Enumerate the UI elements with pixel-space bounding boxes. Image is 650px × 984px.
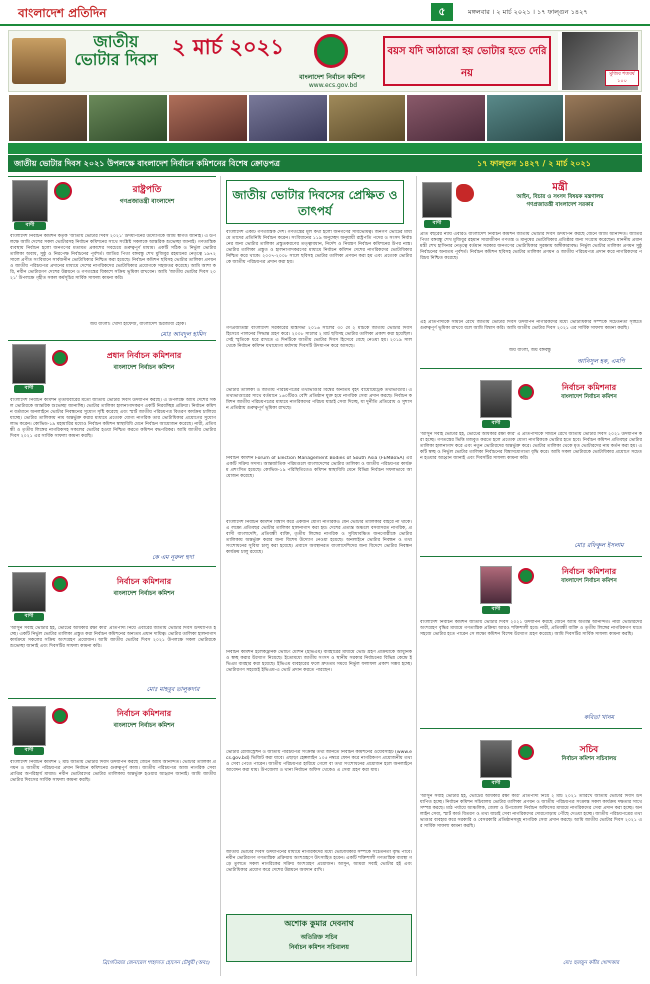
photo-7: [486, 94, 564, 142]
divider: [8, 698, 216, 699]
photo-caption-bar: [8, 143, 642, 154]
photo-3: [168, 94, 248, 142]
page-number: ৫: [431, 3, 453, 21]
photo-8: [564, 94, 642, 142]
president-label: বাণী: [14, 222, 46, 230]
president-name: মোঃ আবদুল হামিদ: [160, 331, 206, 338]
election-commission-emblem-icon: [52, 576, 68, 592]
article-author-title: অতিরিক্ত সচিব: [300, 934, 338, 941]
cec-subtitle: বাংলাদেশ নির্বাচন কমিশন: [113, 364, 175, 371]
ec2-message: বাংলাদেশ নির্বাচন কমিশন ২ মার্চ জাতীয় ভোটার দিবস উদযাপন করছে জেনে আমি আনন্দিত। ভোটার তালিকা প্রণয়ন ও জাতীয় পরিচয়পত্র প্রদান নির্বাচন কমিশনের গুরুত্বপূর্ণ কাজ। জাতীয় পরিচয়পত্র আজ নাগরিক সেবা প্রাপ্তির অপরিহার্য মাধ্যম। নবীন ভোটারদের ভোটার তালিকায় অন্তর্ভুক্ত হওয়ার আহ্বান জানাই। আমি জাতীয় ভোটার দিবসের সার্বিক সাফল্য কামনা করছি।: [10, 760, 216, 783]
article-paragraph-7: ভোটার রেজিস্ট্রেশন ও জাতীয় পরিচয়পত্র সংক্রান্ত তথ্য জানতে নির্বাচন কমিশনের ওয়েবসাইট (www.ecs.gov.bd) ভিজিট করা যাবে। এছাড়া হেল্পলাইন ১০৫ নম্বরে ফোন করে নাগরিকগণ প্রয়োজনীয় তথ্য ও সেবা পেতে পারেন। জাতীয় পরিচয়পত্র হারিয়ে গেলে বা তথ্য সংশোধনের প্রয়োজন হলে অনলাইনে আবেদন করা যায়। উপজেলা ও থানা নির্বাচন অফিস থেকেও এ সেবা গ্রহণ করা যায়।: [226, 750, 412, 773]
ec3-photo: [480, 380, 512, 418]
president-message: বাংলাদেশ নির্বাচন কমিশন কর্তৃক 'জাতীয় ভোটার দিবস ২০২১' উদযাপনের উদ্যোগকে আমি স্বাগত জানাই। এ উপলক্ষে আমি দেশের সকল ভোটারসহ নির্বাচন কমিশনের সাথে সংশ্লিষ্ট সকলকে আন্তরিক শুভেচ্ছা জানাই। গণতান্ত্রিক ব্যবস্থায় নির্বাচন হলো জনগণের মতামত প্রকাশের সবচেয়ে গুরুত্বপূর্ণ মাধ্যম। একটি সঠিক ও নির্ভুল ভোটার তালিকা অবাধ, সুষ্ঠু ও নিরপেক্ষ নির্বাচনের পূর্বশর্ত। জাতির পিতা বঙ্গবন্ধু শেখ মুজিবুর রহমানের নেতৃত্বে ১৯৭২ সালে প্রণীত সংবিধানে সার্বজনীন ভোটাধিকার নিশ্চিত করা হয়েছে। নির্বাচন কমিশন ছবিসহ ভোটার তালিকা প্রণয়ন ও জাতীয় পরিচয়পত্র প্রদানের মাধ্যমে দেশের নাগরিকদের ভোটাধিকার প্রয়োগকে সহজতর করেছে। আমি আশা করি, নবীন ভোটারগণ দেশের উন্নয়নে ও গণতন্ত্রের বিকাশে সক্রিয় ভূমিকা রাখবেন। আমি 'জাতীয় ভোটার দিবস ২০২১' উপলক্ষে গৃহীত সকল কর্মসূচির সার্বিক সাফল্য কামনা করি।: [10, 234, 216, 281]
secretary-photo: [480, 740, 512, 778]
cec-photo: [12, 344, 46, 384]
ec2-photo: [12, 706, 46, 746]
president-subtitle: গণপ্রজাতন্ত্রী বাংলাদেশ: [119, 198, 175, 205]
ballot-box-image: [12, 38, 66, 84]
minister-subtitle: আইন, বিচার ও সংসদ বিষয়ক মন্ত্রণালয়: [516, 194, 604, 200]
ec3-title: নির্বাচন কমিশনার: [561, 383, 617, 392]
article-author-org: নির্বাচন কমিশন সচিবালয়: [289, 944, 349, 951]
article-paragraph-4: নির্বাচন কমিশন Forum of Election Management Bodies of South Asia (FEMBoSA) এর একটি সক্রিয় সদস্য। আন্তর্জাতিক পরিমণ্ডলে বাংলাদেশের ভোটার তালিকা ও জাতীয় পরিচয়পত্র কার্যক্রম প্রশংসিত হয়েছে। কোভিড-১৯ পরিস্থিতিতেও কমিশন স্বাস্থ্যবিধি মেনে বিভিন্ন নির্বাচন সফলভাবে আয়োজন করেছে।: [226, 456, 412, 479]
cec-title: প্রধান নির্বাচন কমিশনার: [106, 351, 182, 360]
secretary-message: 'আসুন সবাই ভোটার হই, ভোটের অধিকার রক্ষা করি' প্রতিপাদ্য নিয়ে ২ মার্চ ২০২১ তারিখে জাতীয় ভোটার দিবস উদযাপিত হচ্ছে। নির্বাচন কমিশন সচিবালয় ভোটার তালিকা প্রণয়ন ও জাতীয় পরিচয়পত্র সংক্রান্ত সকল কার্যক্রম দক্ষতার সাথে সম্পন্ন করছে। মাঠ পর্যায়ে আঞ্চলিক, জেলা ও উপজেলা নির্বাচন অফিসের মাধ্যমে নাগরিকদের সেবা প্রদান করা হচ্ছে। অনলাইন সেবা, স্মার্ট কার্ড বিতরণ ও তথ্য যাচাই সেবা নাগরিকদের দোরগোড়ায় পৌঁছে দেওয়া হচ্ছে। জাতীয় পরিচয়পত্রের তথ্যভাণ্ডার ব্যবহার করে সরকারি ও বেসরকারি প্রতিষ্ঠানসমূহ নাগরিক সেবা প্রদান করছে। আমি জাতীয় ভোটার দিবস ২০২১ এর সার্বিক সাফল্য কামনা করছি।: [420, 794, 642, 829]
election-commission-emblem-icon: [518, 568, 534, 584]
feature-title: জাতীয় ভোটার দিবস ২০২১ উপলক্ষে বাংলাদেশ নির্বাচন কমিশনের বিশেষ ক্রোড়পত্র: [14, 159, 280, 168]
minister-message-2: এই প্রতিপাদ্যকে সামনে রেখে জাতীয় ভোটার দিবস উদযাপন নাগরিকদের মধ্যে ভোটাধিকার সম্পর্কে সচেতনতা সৃষ্টিতে গুরুত্বপূর্ণ ভূমিকা রাখবে বলে আমি বিশ্বাস করি। আমি জাতীয় ভোটার দিবস ২০২১ এর সার্বিক সাফল্য কামনা করছি।: [420, 320, 642, 331]
minister-closing: জয় বাংলা, জয় বঙ্গবন্ধু: [509, 348, 551, 353]
secretary-label: বাণী: [482, 780, 510, 788]
minister-subtitle2: গণপ্রজাতন্ত্রী বাংলাদেশ সরকার: [526, 202, 594, 208]
election-commission-emblem-icon: [518, 384, 534, 400]
column-rule: [220, 176, 221, 976]
election-commission-emblem-icon: [52, 350, 68, 366]
newspaper-logo[interactable]: বাংলাদেশ প্রতিদিন: [18, 6, 107, 20]
ec4-photo: [480, 566, 512, 604]
minister-title: মন্ত্রী: [552, 182, 568, 193]
article-paragraph-2: গণপ্রজাতন্ত্রী বাংলাদেশ সরকারের মন্ত্রিসভা ২০১৬ সালের ৩০ মে ২ মার্চকে জাতীয় ভোটার দিবস হিসেবে পালনের সিদ্ধান্ত গ্রহণ করে। ২০০৮ সালের ২ মার্চ ছবিসহ ভোটার তালিকা প্রকাশ করা হয়েছিল। সেই স্মৃতিকে ধরে রাখতে এ দিনটিকে জাতীয় ভোটার দিবস হিসেবে বেছে নেওয়া হয়। ২০১৯ সাল থেকে নির্বাচন কমিশন যথাযোগ্য মর্যাদায় দিবসটি উদযাপন করে আসছে।: [226, 326, 412, 349]
ec1-title: নির্বাচন কমিশনার: [116, 577, 172, 586]
election-commission-emblem-icon: [518, 744, 534, 760]
ec3-label: বাণী: [482, 420, 510, 428]
bangladesh-map-icon: [456, 184, 474, 202]
banner-date: ২ মার্চ ২০২১: [172, 34, 284, 59]
ec1-name: মোঃ মাহবুব তালুকদার: [146, 686, 200, 693]
article-paragraph-6: নির্বাচন কমিশন ইলেকট্রনিক ভোটিং মেশিন (ইভিএম) ব্যবহারের মাধ্যমে ভোট গ্রহণ প্রক্রিয়াকে আধুনিক ও স্বচ্ছ করার উদ্যোগ নিয়েছে। ইতোমধ্যে জাতীয় সংসদ ও স্থানীয় সরকার নির্বাচনের বিভিন্ন কেন্দ্রে ইভিএম ব্যবহার করা হয়েছে। ইভিএম ব্যবহারের ফলে দ্রুততম সময়ে নির্ভুল ফলাফল প্রকাশ সম্ভব হচ্ছে। ভোটারগণ সহজেই ইভিএম-এ ভোট প্রদান করতে পারছেন।: [226, 650, 412, 673]
ec2-title: নির্বাচন কমিশনার: [116, 709, 172, 718]
divider: [420, 728, 642, 729]
article-paragraph-3: ভোটার তালিকা ও জাতীয় পরিচয়পত্রের তথ্যভাণ্ডার বিশ্বের অন্যতম বৃহৎ বায়োমেট্রিক তথ্যভাণ্ডার। এ তথ্যভাণ্ডারের সাথে বর্তমানে ১৬০টিরও বেশি প্রতিষ্ঠান যুক্ত হয়ে নাগরিক সেবা প্রদান করছে। নির্বাচন কমিশন জাতীয় পরিচয়পত্রের মাধ্যমে নাগরিকদের পরিচয় যাচাই সেবা দিচ্ছে, যা দুর্নীতি প্রতিরোধ ও সুশাসন প্রতিষ্ঠায় গুরুত্বপূর্ণ ভূমিকা রাখছে।: [226, 388, 412, 411]
ec2-label: বাণী: [14, 747, 44, 755]
column-rule: [416, 176, 417, 976]
article-author-name: অশোক কুমার দেবনাথ: [284, 919, 354, 928]
feature-date: ১৭ ফাল্গুন ১৪২৭ / ২ মার্চ ২০২১: [477, 159, 591, 168]
banner-org: বাংলাদেশ নির্বাচন কমিশন: [299, 73, 365, 81]
ec4-name: কবিতা খানম: [584, 714, 614, 721]
minister-message: প্রতি বছরের ন্যায় এবারও বাংলাদেশ নির্বাচন কমিশন জাতীয় ভোটার দিবস উদযাপন করছে জেনে আমি আনন্দিত। জাতির পিতা বঙ্গবন্ধু শেখ মুজিবুর রহমান সারাজীবন গণতন্ত্র ও মানুষের ভোটাধিকার প্রতিষ্ঠার জন্য সংগ্রাম করেছেন। মাননীয় প্রধানমন্ত্রী শেখ হাসিনার নেতৃত্বে বর্তমান সরকার জনগণের ভোটাধিকার সুরক্ষায় অঙ্গীকারাবদ্ধ। নির্ভুল ভোটার তালিকা প্রণয়ন সুষ্ঠু নির্বাচনের অন্যতম পূর্বশর্ত। নির্বাচন কমিশন ছবিসহ ভোটার তালিকা প্রণয়ন ও জাতীয় পরিচয়পত্র প্রদান করে নাগরিকদের পরিচয় নিশ্চিত করেছে।: [420, 232, 642, 261]
ec1-subtitle: বাংলাদেশ নির্বাচন কমিশন: [113, 590, 175, 597]
ec2-subtitle: বাংলাদেশ নির্বাচন কমিশন: [113, 722, 175, 729]
ec4-label: বাণী: [482, 606, 510, 614]
photo-6: [406, 94, 486, 142]
article-paragraph-8: জাতীয় ভোটার দিবস উদযাপনের মাধ্যমে নাগরিকদের মধ্যে ভোটাধিকার সম্পর্কে সচেতনতা বৃদ্ধি পাবে। নবীন ভোটারগণ গণতান্ত্রিক প্রক্রিয়ায় অংশগ্রহণে উৎসাহিত হবেন। একটি শক্তিশালী গণতান্ত্রিক ব্যবস্থা গড়ে তুলতে সকল নাগরিকের সক্রিয় অংশগ্রহণ প্রয়োজন। আসুন, আমরা সবাই ভোটার হই এবং ভোটাধিকার প্রয়োগ করে দেশের উন্নয়নে অবদান রাখি।: [226, 850, 412, 873]
photo-1: [8, 94, 88, 142]
ec3-name: মোঃ রফিকুল ইসলাম: [574, 542, 624, 549]
ec2-name: ব্রিগেডিয়ার জেনারেল শাহাদাত হোসেন চৌধুরী (অবঃ): [102, 960, 210, 966]
article-title: জাতীয় ভোটার দিবসের প্রেক্ষিত ও তাৎপর্য: [226, 180, 404, 224]
minister-photo: [422, 182, 452, 218]
cec-label: বাণী: [14, 385, 44, 393]
election-commission-emblem-icon: [314, 34, 348, 68]
ec1-label: বাণী: [14, 613, 44, 621]
president-closing: জয় বাংলা। খোদা হাফেজ, বাংলাদেশ চিরজীবী হোক।: [90, 322, 186, 327]
photo-2: [88, 94, 168, 142]
ec4-message: বাংলাদেশ নির্বাচন কমিশন জাতীয় ভোটার দিবস ২০২১ উদযাপন করছে জেনে আমি অত্যন্ত আনন্দিত। নারী ভোটারদের অংশগ্রহণ বৃদ্ধির মাধ্যমে গণতান্ত্রিক প্রক্রিয়া আরও শক্তিশালী হবে। নারী, প্রতিবন্ধী ব্যক্তি ও তৃতীয় লিঙ্গের নাগরিকগণ যাতে সহজে ভোটার হতে পারেন সে লক্ষ্যে কমিশন বিশেষ উদ্যোগ গ্রহণ করেছে। আমি দিবসটির সার্বিক সাফল্য কামনা করছি।: [420, 620, 642, 637]
divider: [8, 340, 216, 341]
divider: [8, 176, 216, 177]
banner-slogan: বয়স যদি আঠারো হয় ভোটার হতে দেরি নয়: [383, 36, 551, 86]
ec3-subtitle: বাংলাদেশ নির্বাচন কমিশন: [561, 394, 617, 400]
secretary-name: মোঃ হুমায়ুন কবীর খোন্দকার: [563, 960, 619, 966]
dateline: মঙ্গলবার । ২ মার্চ ২০২১ । ১৭ ফাল্গুন ১৪২৭: [468, 8, 588, 16]
election-commission-emblem-icon: [52, 708, 68, 724]
ec1-photo: [12, 572, 46, 612]
president-title: রাষ্ট্রপতি: [132, 185, 162, 195]
cec-name: কে এম নূরুল হুদা: [152, 554, 194, 561]
photo-5: [328, 94, 406, 142]
article-paragraph-1: বাংলাদেশ একটি গণতান্ত্রিক দেশ। গণতন্ত্রের মূল কথা হলো জনগণের সার্বভৌমত্ব। জনগণ ভোটের মাধ্যমে তাদের প্রতিনিধি নির্বাচন করেন। সংবিধানের ১১৯ অনুচ্ছেদ অনুযায়ী রাষ্ট্রপতি পদের ও সংসদ নির্বাচনের জন্য ভোটার তালিকা প্রস্তুতকরণের তত্ত্বাবধান, নির্দেশ ও নিয়ন্ত্রণ নির্বাচন কমিশনের উপর ন্যস্ত। ভোটার তালিকা প্রস্তুত ও হালনাগাদকরণের মাধ্যমে নির্বাচন কমিশন দেশের নাগরিকদের ভোটাধিকার নিশ্চিত করে থাকে। ২০০৭-২০০৮ সালে ছবিসহ ভোটার তালিকা প্রণয়ন করা হয় এবং প্রত্যেক ভোটারকে জাতীয় পরিচয়পত্র প্রদান করা হয়।: [226, 230, 412, 265]
article-paragraph-5: বাংলাদেশ নির্বাচন কমিশন বিশ্বাস করে একজন যোগ্য নাগরিকও যেন ভোটার তালিকার বাইরে না থাকে। এ লক্ষ্যে প্রতিবছর ভোটার তালিকা হালনাগাদ করা হয়। দেশের প্রত্যন্ত অঞ্চলে বসবাসরত নাগরিক, প্রবাসী বাংলাদেশি, প্রতিবন্ধী ব্যক্তি, তৃতীয় লিঙ্গের নাগরিক ও সুবিধাবঞ্চিত জনগোষ্ঠীকে ভোটার তালিকায় অন্তর্ভুক্ত করার জন্য বিশেষ উদ্যোগ নেওয়া হয়েছে। অনলাইনে ভোটার নিবন্ধন ও তথ্য সংশোধনের সুবিধা চালু করা হয়েছে। প্রবাসে অবস্থানরত বাংলাদেশিদের জন্য বিদেশে ভোটার নিবন্ধন কার্যক্রম চালু রয়েছে।: [226, 520, 412, 555]
divider: [420, 556, 642, 557]
minister-name: আনিসুল হক, এমপি: [577, 358, 625, 365]
divider: [8, 566, 216, 567]
mujib-badge: মুজিব শতবর্ষ ১০০: [605, 70, 639, 86]
ec4-title: নির্বাচন কমিশনার: [561, 567, 617, 576]
banner-website[interactable]: www.ecs.gov.bd: [308, 82, 358, 89]
photo-strip: [8, 94, 642, 142]
divider: [420, 368, 642, 369]
ec3-message: 'আসুন সবাই ভোটার হই, ভোটের অধিকার রক্ষা করি' এ প্রতিপাদ্যকে সামনে রেখে জাতীয় ভোটার দিবস ২০২১ উদযাপন করা হচ্ছে। গণতন্ত্রের ভিত্তি মজবুত করতে হলে প্রত্যেক যোগ্য নাগরিককে ভোটার হতে হবে। নির্বাচন কমিশন প্রতিবছর ভোটার তালিকা হালনাগাদ করে এবং নতুন ভোটারদের অন্তর্ভুক্ত করে। ভোটার তালিকা থেকে মৃত ভোটারদের নাম কর্তন করা হয়। একটি স্বচ্ছ ও নির্ভুল ভোটার তালিকা নির্বাচনের বিশ্বাসযোগ্যতা বৃদ্ধি করে। আমি সকল ভোটারকে ভোটাধিকার প্রয়োগে সচেতন হওয়ার আহ্বান জানাই এবং দিবসটির সাফল্য কামনা করি।: [420, 432, 642, 461]
cec-message: বাংলাদেশ নির্বাচন কমিশন তৃতীয়বারের মতো জাতীয় ভোটার দিবস উদযাপন করছে। এ উপলক্ষে আমি দেশের সকল ভোটারকে আন্তরিক শুভেচ্ছা জানাচ্ছি। ভোটার তালিকা হালনাগাদকরণ একটি নিরবচ্ছিন্ন প্রক্রিয়া। নির্বাচন কমিশন বর্তমানে অনলাইনে ভোটার নিবন্ধনের সুযোগ সৃষ্টি করেছে এবং স্মার্ট জাতীয় পরিচয়পত্র বিতরণ কার্যক্রম চালিয়ে যাচ্ছে। ভোটার তালিকায় নাম অন্তর্ভুক্ত করার মাধ্যমে প্রত্যেক যোগ্য নাগরিক তার ভোটাধিকার প্রয়োগের সুযোগ লাভ করেন। কোভিড-১৯ মহামারির মধ্যেও নির্বাচন কমিশন স্বাস্থ্যবিধি মেনে নির্বাচন আয়োজন করেছে। নারী, প্রতিবন্ধী ও তৃতীয় লিঙ্গের নাগরিকসহ সকলের ভোটার হওয়া নিশ্চিত করতে কমিশন বদ্ধপরিকর। আমি জাতীয় ভোটার দিবস ২০২১ এর সার্বিক সাফল্য কামনা করছি।: [10, 398, 216, 439]
photo-4: [248, 94, 328, 142]
secretary-title: সচিব: [579, 745, 599, 755]
ec4-subtitle: বাংলাদেশ নির্বাচন কমিশন: [561, 578, 617, 584]
ec1-message: 'আসুন সবাই ভোটার হই, ভোটের অধিকার রক্ষা করি' প্রতিপাদ্য নিয়ে এবারের জাতীয় ভোটার দিবস উদযাপিত হচ্ছে। একটি নির্ভুল ভোটার তালিকা প্রস্তুত করা নির্বাচন কমিশনের অন্যতম প্রধান দায়িত্ব। ভোটার তালিকা হালনাগাদ কার্যক্রমে সকলের সক্রিয় অংশগ্রহণ প্রয়োজন। আমি জাতীয় ভোটার দিবস ২০২১ উপলক্ষে সকল ভোটারকে শুভেচ্ছা জানাই এবং দিবসটির সাফল্য কামনা করি।: [10, 626, 216, 649]
minister-label: বাণী: [424, 220, 450, 228]
secretary-subtitle: নির্বাচন কমিশন সচিবালয়: [561, 756, 617, 762]
banner-title: জাতীয় ভোটার দিবস: [74, 32, 158, 69]
government-emblem-icon: [54, 182, 72, 200]
president-photo: [12, 180, 48, 222]
